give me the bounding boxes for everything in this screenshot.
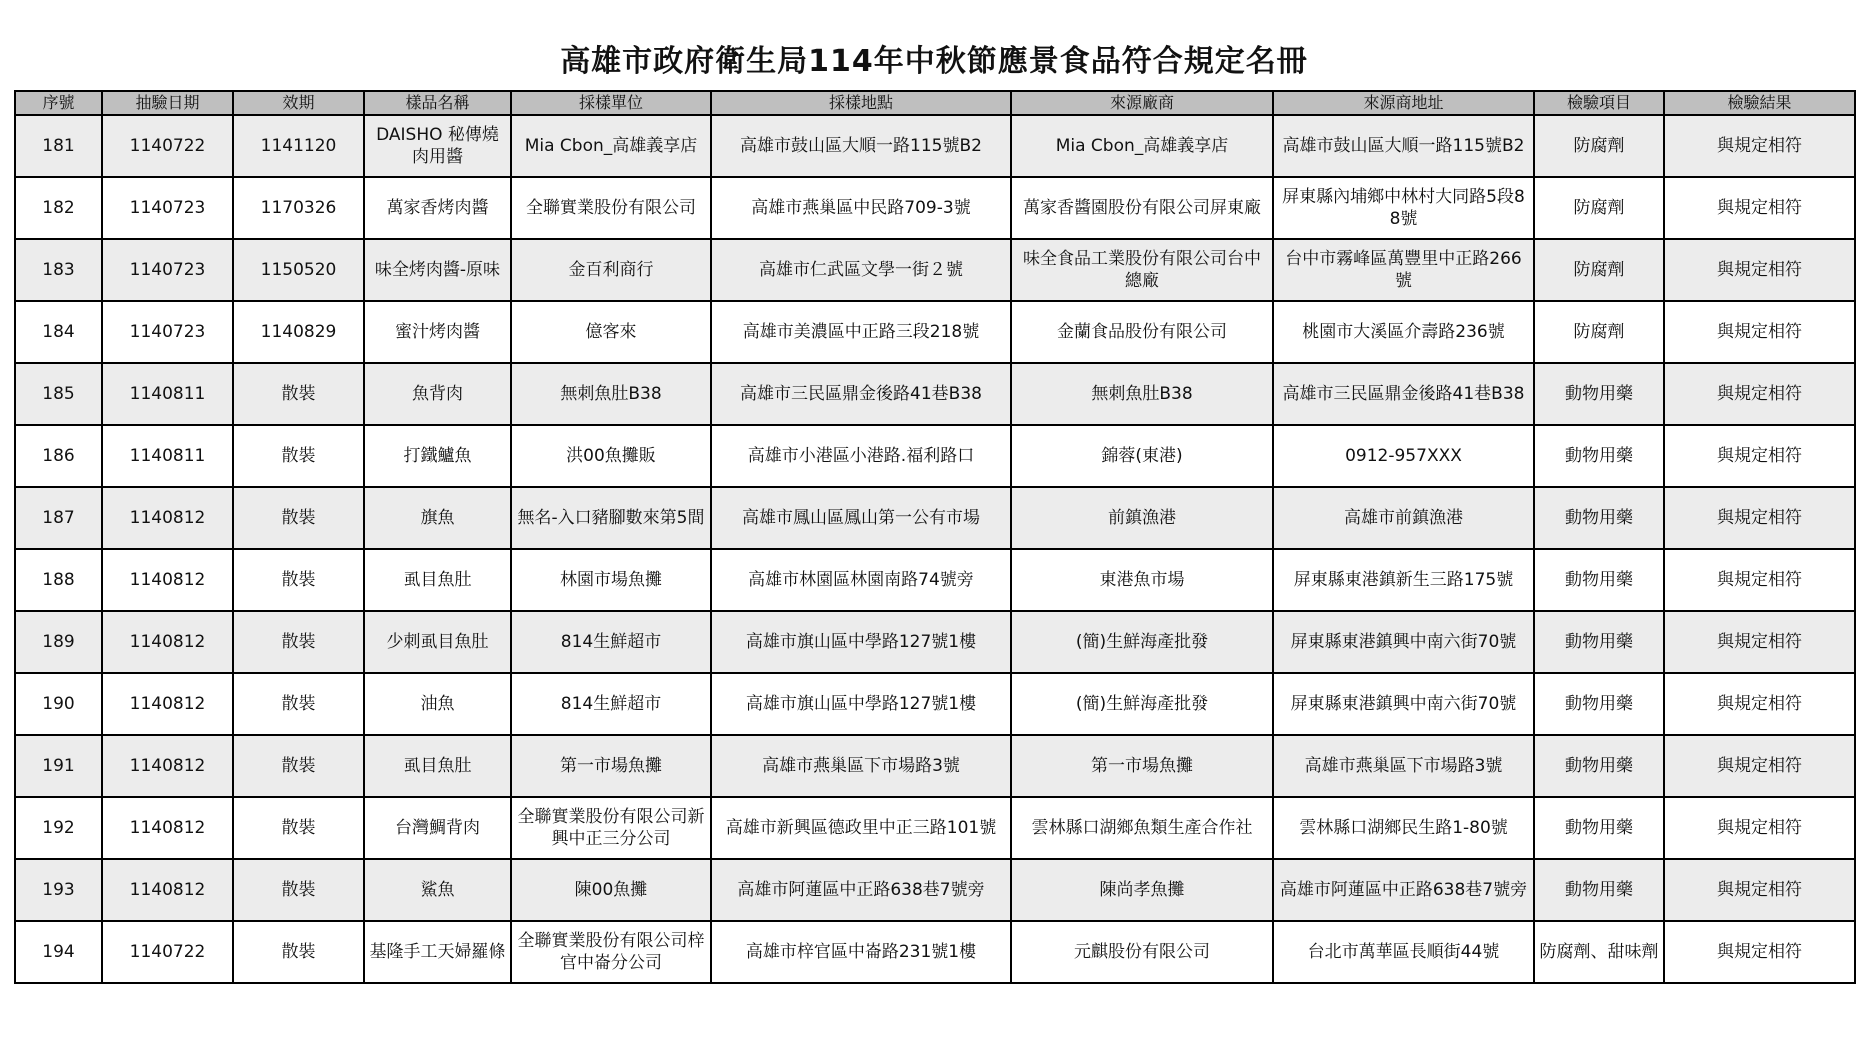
column-header-expiry: 效期 [233,91,364,115]
records-table [14,90,1856,984]
cell-expiry: 1140829 [233,301,364,363]
cell-source-address: 高雄市鼓山區大順一路115號B2 [1273,115,1534,177]
cell-test-item: 動物用藥 [1534,363,1664,425]
cell-sampling-date: 1140811 [102,425,233,487]
cell-serial-no: 184 [15,301,102,363]
cell-expiry: 散裝 [233,797,364,859]
cell-source-vendor: 陳尚孝魚攤 [1011,859,1273,921]
cell-sampling-location: 高雄市梓官區中崙路231號1樓 [711,921,1011,983]
cell-sampling-unit: 第一市場魚攤 [511,735,711,797]
table-header-row [15,91,1855,115]
cell-test-item: 防腐劑 [1534,177,1664,239]
table-row [15,115,1855,177]
table-row [15,859,1855,921]
cell-sampling-unit: 全聯實業股份有限公司新興中正三分公司 [511,797,711,859]
table-row [15,487,1855,549]
cell-serial-no: 181 [15,115,102,177]
cell-sampling-location: 高雄市燕巢區下市場路3號 [711,735,1011,797]
cell-source-vendor: 前鎮漁港 [1011,487,1273,549]
cell-test-item: 動物用藥 [1534,425,1664,487]
cell-source-vendor: 元麒股份有限公司 [1011,921,1273,983]
column-header-sampling-unit: 採樣單位 [511,91,711,115]
cell-sampling-unit: 814生鮮超市 [511,673,711,735]
cell-expiry: 散裝 [233,611,364,673]
cell-test-item: 動物用藥 [1534,673,1664,735]
cell-sample-name: 蜜汁烤肉醬 [364,301,511,363]
cell-sampling-location: 高雄市新興區德政里中正三路101號 [711,797,1011,859]
table-row [15,797,1855,859]
column-header-source-address: 來源商地址 [1273,91,1534,115]
cell-sampling-unit: 全聯實業股份有限公司 [511,177,711,239]
column-header-test-item: 檢驗項目 [1534,91,1664,115]
cell-expiry: 1141120 [233,115,364,177]
table-row [15,239,1855,301]
cell-test-result: 與規定相符 [1664,115,1855,177]
cell-sample-name: 少刺虱目魚肚 [364,611,511,673]
cell-serial-no: 182 [15,177,102,239]
cell-test-item: 動物用藥 [1534,797,1664,859]
cell-sample-name: 萬家香烤肉醬 [364,177,511,239]
cell-sample-name: 台灣鯛背肉 [364,797,511,859]
cell-expiry: 散裝 [233,921,364,983]
column-header-test-result: 檢驗結果 [1664,91,1855,115]
cell-test-result: 與規定相符 [1664,611,1855,673]
cell-test-result: 與規定相符 [1664,859,1855,921]
cell-serial-no: 190 [15,673,102,735]
cell-sampling-unit: 814生鮮超市 [511,611,711,673]
cell-sampling-unit: 林園市場魚攤 [511,549,711,611]
cell-sample-name: 基隆手工天婦羅條 [364,921,511,983]
cell-expiry: 1170326 [233,177,364,239]
cell-expiry: 散裝 [233,549,364,611]
cell-test-result: 與規定相符 [1664,177,1855,239]
cell-sampling-date: 1140812 [102,797,233,859]
column-header-sampling-date: 抽驗日期 [102,91,233,115]
cell-source-vendor: 雲林縣口湖鄉魚類生產合作社 [1011,797,1273,859]
cell-sample-name: 油魚 [364,673,511,735]
table-row [15,425,1855,487]
cell-sampling-unit: 億客來 [511,301,711,363]
cell-source-vendor: (簡)生鮮海產批發 [1011,611,1273,673]
cell-test-item: 動物用藥 [1534,487,1664,549]
cell-expiry: 散裝 [233,425,364,487]
cell-sample-name: 打鐵鱸魚 [364,425,511,487]
cell-sampling-date: 1140723 [102,177,233,239]
cell-sampling-date: 1140811 [102,363,233,425]
cell-test-item: 防腐劑、甜味劑 [1534,921,1664,983]
cell-serial-no: 192 [15,797,102,859]
cell-sampling-date: 1140722 [102,115,233,177]
cell-test-result: 與規定相符 [1664,921,1855,983]
cell-test-result: 與規定相符 [1664,425,1855,487]
cell-test-result: 與規定相符 [1664,487,1855,549]
cell-source-address: 高雄市三民區鼎金後路41巷B38 [1273,363,1534,425]
cell-test-item: 動物用藥 [1534,611,1664,673]
table-row [15,673,1855,735]
cell-sampling-unit: 全聯實業股份有限公司梓官中崙分公司 [511,921,711,983]
cell-test-result: 與規定相符 [1664,301,1855,363]
cell-expiry: 散裝 [233,859,364,921]
cell-test-item: 防腐劑 [1534,301,1664,363]
cell-source-address: 屏東縣內埔鄉中林村大同路5段88號 [1273,177,1534,239]
cell-source-address: 台北市萬華區長順街44號 [1273,921,1534,983]
cell-test-result: 與規定相符 [1664,363,1855,425]
cell-source-address: 台中市霧峰區萬豐里中正路266號 [1273,239,1534,301]
cell-source-vendor: Mia Cbon_高雄義享店 [1011,115,1273,177]
cell-source-address: 屏東縣東港鎮興中南六街70號 [1273,673,1534,735]
cell-expiry: 散裝 [233,363,364,425]
cell-test-item: 動物用藥 [1534,859,1664,921]
column-header-source-vendor: 來源廠商 [1011,91,1273,115]
cell-serial-no: 183 [15,239,102,301]
column-header-serial-no: 序號 [15,91,102,115]
document-title: 高雄市政府衛生局114年中秋節應景食品符合規定名冊 [560,44,1308,79]
cell-serial-no: 185 [15,363,102,425]
cell-test-item: 防腐劑 [1534,115,1664,177]
cell-sampling-location: 高雄市林園區林園南路74號旁 [711,549,1011,611]
cell-source-address: 高雄市前鎮漁港 [1273,487,1534,549]
cell-expiry: 散裝 [233,673,364,735]
cell-serial-no: 186 [15,425,102,487]
cell-sampling-location: 高雄市小港區小港路.福利路口 [711,425,1011,487]
table-row [15,735,1855,797]
cell-source-vendor: 錦蓉(東港) [1011,425,1273,487]
cell-sampling-unit: Mia Cbon_高雄義享店 [511,115,711,177]
cell-sample-name: 味全烤肉醬-原味 [364,239,511,301]
cell-sampling-date: 1140812 [102,673,233,735]
cell-source-vendor: 萬家香醬園股份有限公司屏東廠 [1011,177,1273,239]
cell-sampling-location: 高雄市三民區鼎金後路41巷B38 [711,363,1011,425]
cell-test-result: 與規定相符 [1664,239,1855,301]
table-row [15,549,1855,611]
cell-sampling-location: 高雄市鳳山區鳳山第一公有市場 [711,487,1011,549]
cell-expiry: 1150520 [233,239,364,301]
cell-sampling-date: 1140722 [102,921,233,983]
cell-serial-no: 191 [15,735,102,797]
cell-expiry: 散裝 [233,735,364,797]
cell-source-vendor: 東港魚市場 [1011,549,1273,611]
cell-sampling-unit: 金百利商行 [511,239,711,301]
cell-source-vendor: 味全食品工業股份有限公司台中總廠 [1011,239,1273,301]
cell-source-address: 屏東縣東港鎮興中南六街70號 [1273,611,1534,673]
cell-test-item: 動物用藥 [1534,549,1664,611]
cell-test-item: 防腐劑 [1534,239,1664,301]
cell-sample-name: 鯊魚 [364,859,511,921]
cell-sampling-date: 1140812 [102,611,233,673]
cell-source-address: 0912-957XXX [1273,425,1534,487]
cell-sample-name: 虱目魚肚 [364,549,511,611]
cell-sampling-unit: 無名-入口豬腳數來第5間 [511,487,711,549]
cell-serial-no: 187 [15,487,102,549]
cell-sample-name: 魚背肉 [364,363,511,425]
cell-source-address: 屏東縣東港鎮新生三路175號 [1273,549,1534,611]
cell-sampling-date: 1140812 [102,735,233,797]
cell-source-vendor: 金蘭食品股份有限公司 [1011,301,1273,363]
cell-source-address: 高雄市燕巢區下市場路3號 [1273,735,1534,797]
cell-source-vendor: 第一市場魚攤 [1011,735,1273,797]
cell-sample-name: 虱目魚肚 [364,735,511,797]
table-row [15,921,1855,983]
cell-sampling-location: 高雄市燕巢區中民路709-3號 [711,177,1011,239]
column-header-sample-name: 樣品名稱 [364,91,511,115]
cell-serial-no: 193 [15,859,102,921]
cell-serial-no: 194 [15,921,102,983]
cell-source-address: 高雄市阿蓮區中正路638巷7號旁 [1273,859,1534,921]
cell-expiry: 散裝 [233,487,364,549]
cell-sampling-location: 高雄市仁武區文學一街２號 [711,239,1011,301]
cell-source-address: 雲林縣口湖鄉民生路1-80號 [1273,797,1534,859]
cell-test-result: 與規定相符 [1664,673,1855,735]
cell-sampling-date: 1140812 [102,859,233,921]
table-row [15,363,1855,425]
cell-sampling-location: 高雄市美濃區中正路三段218號 [711,301,1011,363]
cell-test-result: 與規定相符 [1664,735,1855,797]
cell-source-address: 桃園市大溪區介壽路236號 [1273,301,1534,363]
cell-test-result: 與規定相符 [1664,549,1855,611]
cell-sampling-location: 高雄市鼓山區大順一路115號B2 [711,115,1011,177]
cell-sampling-unit: 洪00魚攤販 [511,425,711,487]
cell-sampling-date: 1140812 [102,549,233,611]
column-header-sampling-location: 採樣地點 [711,91,1011,115]
cell-sampling-location: 高雄市阿蓮區中正路638巷7號旁 [711,859,1011,921]
cell-test-item: 動物用藥 [1534,735,1664,797]
cell-serial-no: 189 [15,611,102,673]
cell-sampling-unit: 陳00魚攤 [511,859,711,921]
cell-source-vendor: 無刺魚肚B38 [1011,363,1273,425]
cell-sampling-location: 高雄市旗山區中學路127號1樓 [711,673,1011,735]
cell-sample-name: 旗魚 [364,487,511,549]
cell-sampling-date: 1140812 [102,487,233,549]
cell-source-vendor: (簡)生鮮海產批發 [1011,673,1273,735]
cell-sampling-location: 高雄市旗山區中學路127號1樓 [711,611,1011,673]
cell-sampling-unit: 無刺魚肚B38 [511,363,711,425]
cell-sample-name: DAISHO 秘傳燒肉用醬 [364,115,511,177]
cell-serial-no: 188 [15,549,102,611]
cell-sampling-date: 1140723 [102,239,233,301]
table-row [15,177,1855,239]
cell-test-result: 與規定相符 [1664,797,1855,859]
table-row [15,611,1855,673]
cell-sampling-date: 1140723 [102,301,233,363]
table-row [15,301,1855,363]
